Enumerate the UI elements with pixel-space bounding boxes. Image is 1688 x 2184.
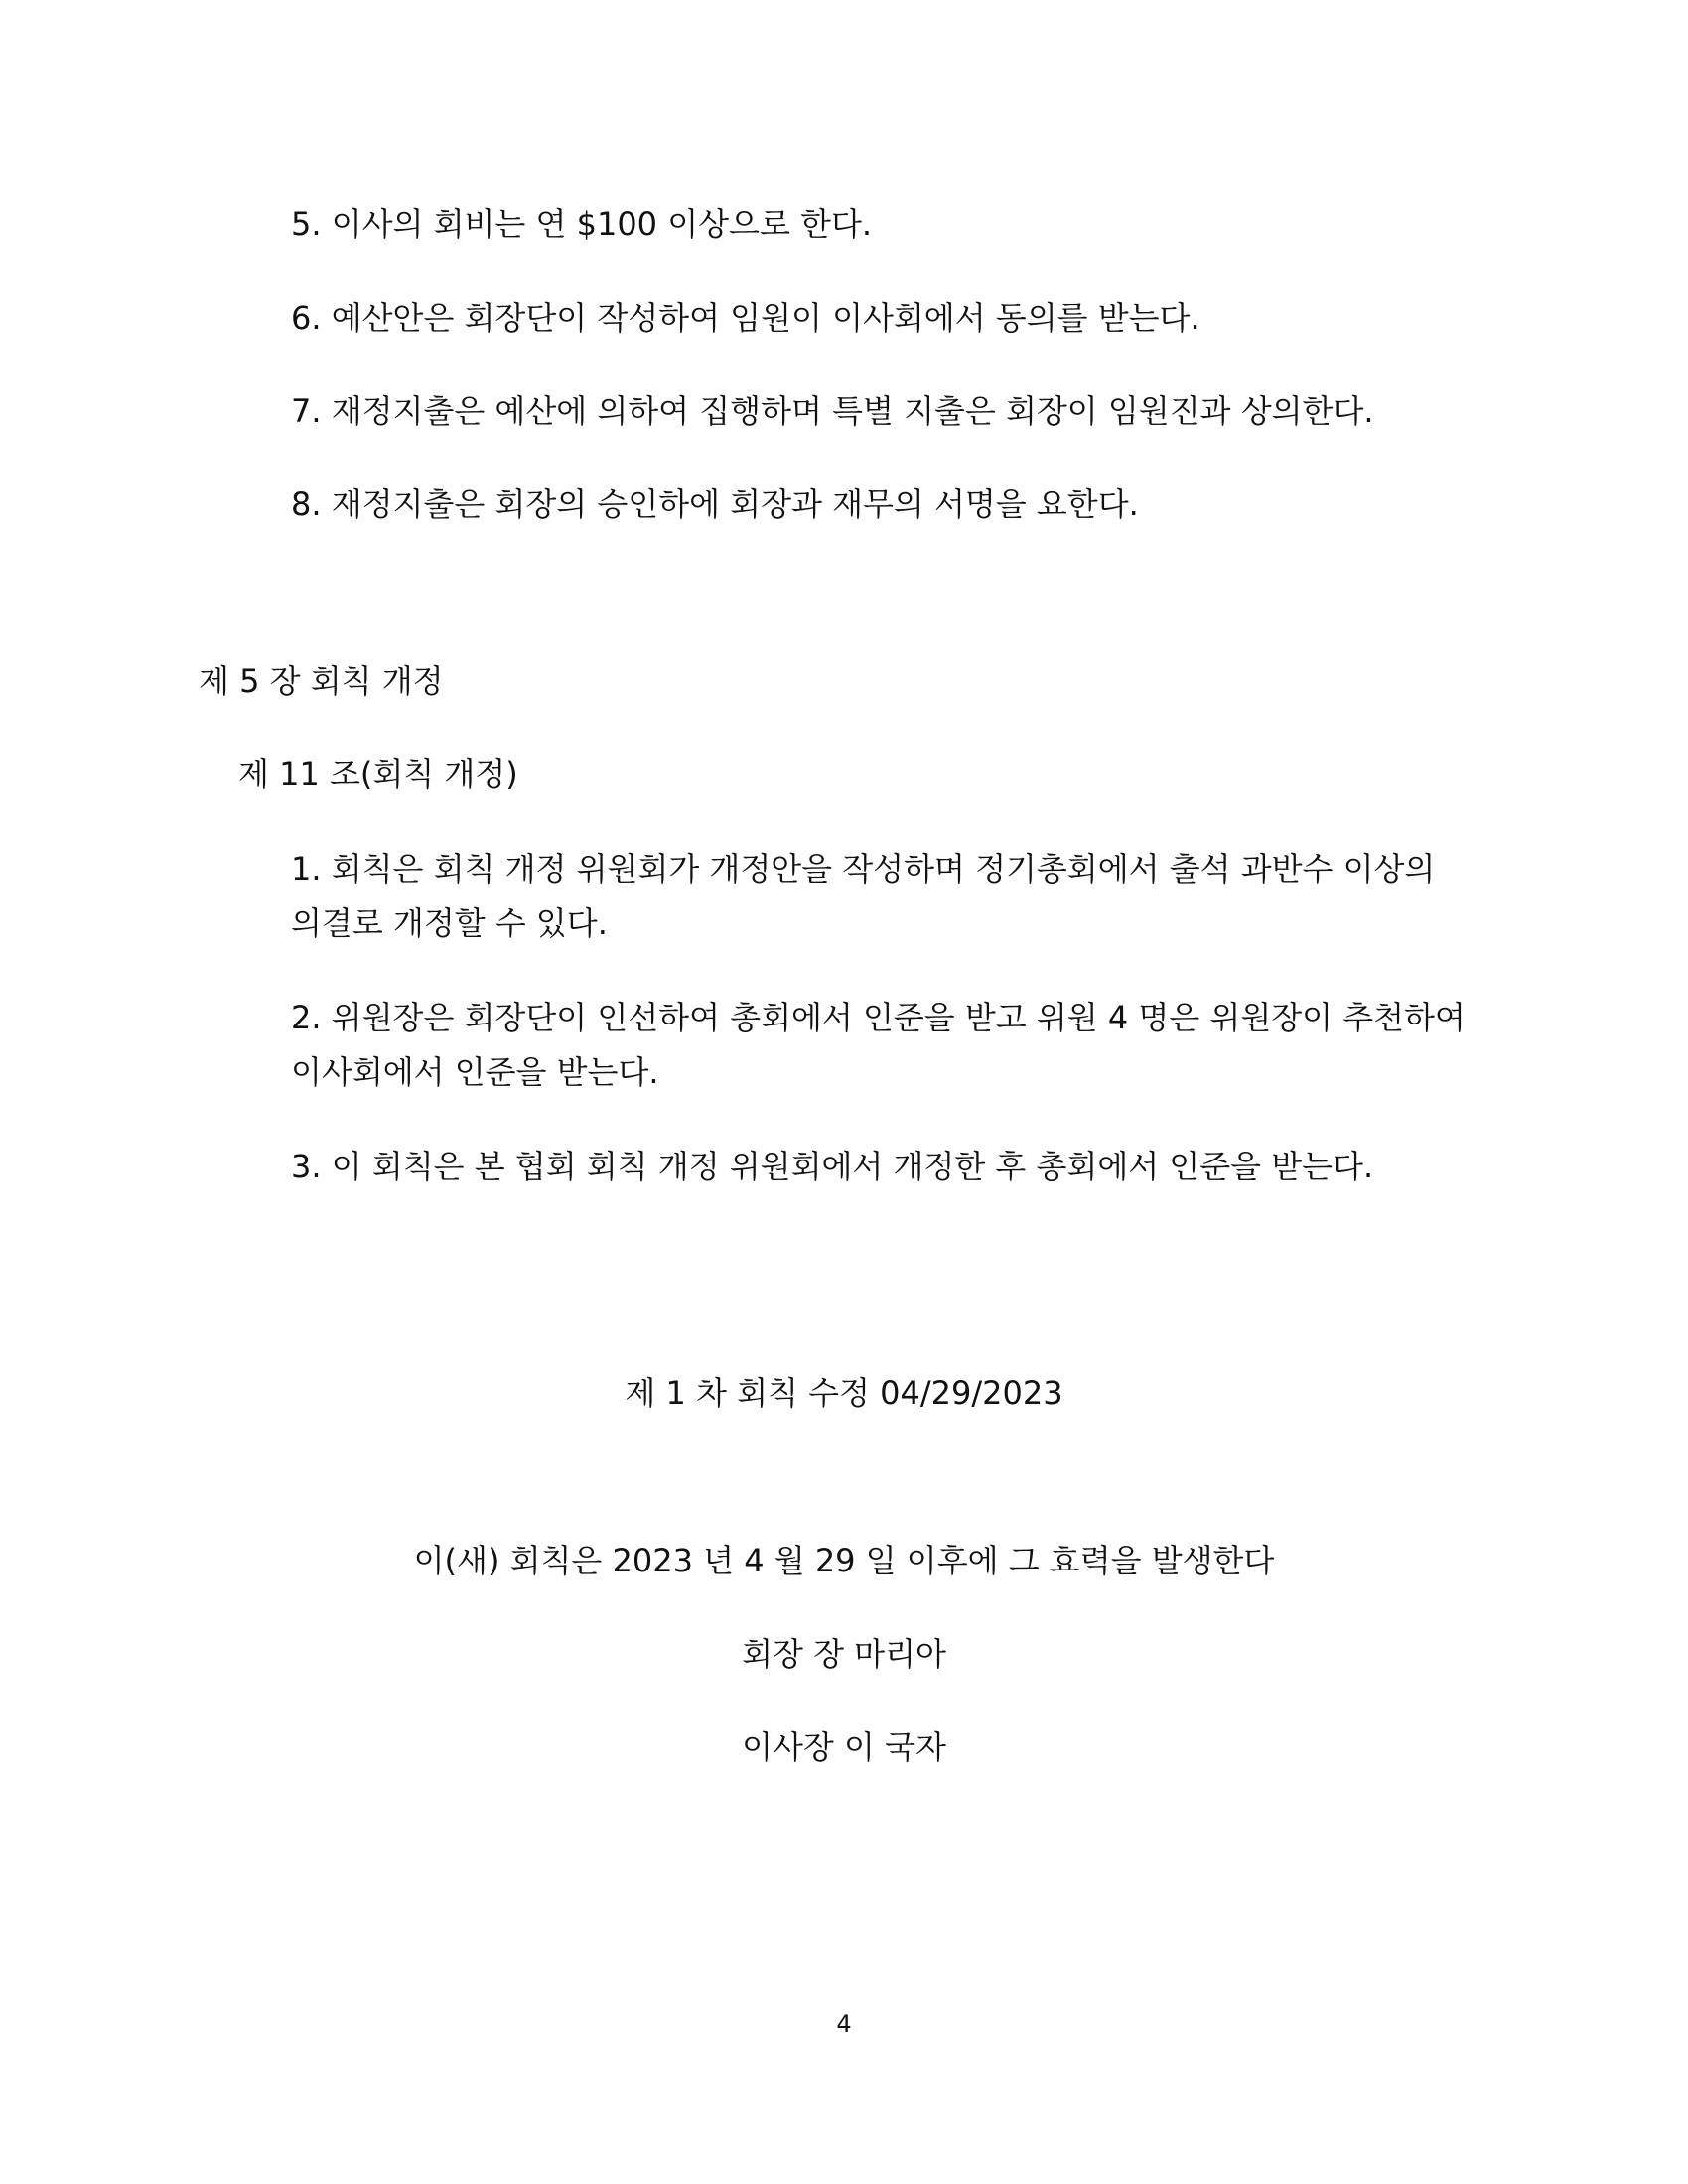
article-item-3: 3. 이 회칙은 본 협회 회칙 개정 위원회에서 개정한 후 총회에서 인준을 받는다. — [291, 1148, 1374, 1185]
article-heading: 제 11 조(회칙 개정) — [238, 755, 518, 793]
page-number: 4 — [836, 2010, 852, 2038]
signatory-chairman: 이사장 이 국자 — [742, 1728, 946, 1766]
article-item-2-line-1: 2. 위원장은 회장단이 인선하여 총회에서 인준을 받고 위원 4 명은 위원장이 추천하여 — [291, 999, 1466, 1036]
article-item-2-line-2: 이사회에서 인준을 받는다. — [291, 1053, 659, 1091]
item-8: 8. 재정지출은 회장의 승인하에 회장과 재무의 서명을 요한다. — [291, 485, 1139, 523]
item-5: 5. 이사의 회비는 연 $100 이상으로 한다. — [291, 205, 873, 243]
item-7: 7. 재정지출은 예산에 의하여 집행하며 특별 지출은 회장이 임원진과 상의한다. — [291, 392, 1374, 430]
signatory-president: 회장 장 마리아 — [742, 1635, 946, 1673]
article-item-1-line-2: 의결로 개정할 수 있다. — [291, 904, 608, 942]
effective-statement: 이(새) 회칙은 2023 년 4 월 29 일 이후에 그 효력을 발생한다 — [413, 1542, 1275, 1579]
amendment-note: 제 1 차 회칙 수정 04/29/2023 — [625, 1374, 1063, 1412]
article-item-1-line-1: 1. 회칙은 회칙 개정 위원회가 개정안을 작성하며 정기총회에서 출석 과반수 이상의 — [291, 850, 1436, 887]
item-6: 6. 예산안은 회장단이 작성하여 임원이 이사회에서 동의를 받는다. — [291, 299, 1200, 337]
chapter-heading: 제 5 장 회칙 개정 — [199, 662, 444, 700]
